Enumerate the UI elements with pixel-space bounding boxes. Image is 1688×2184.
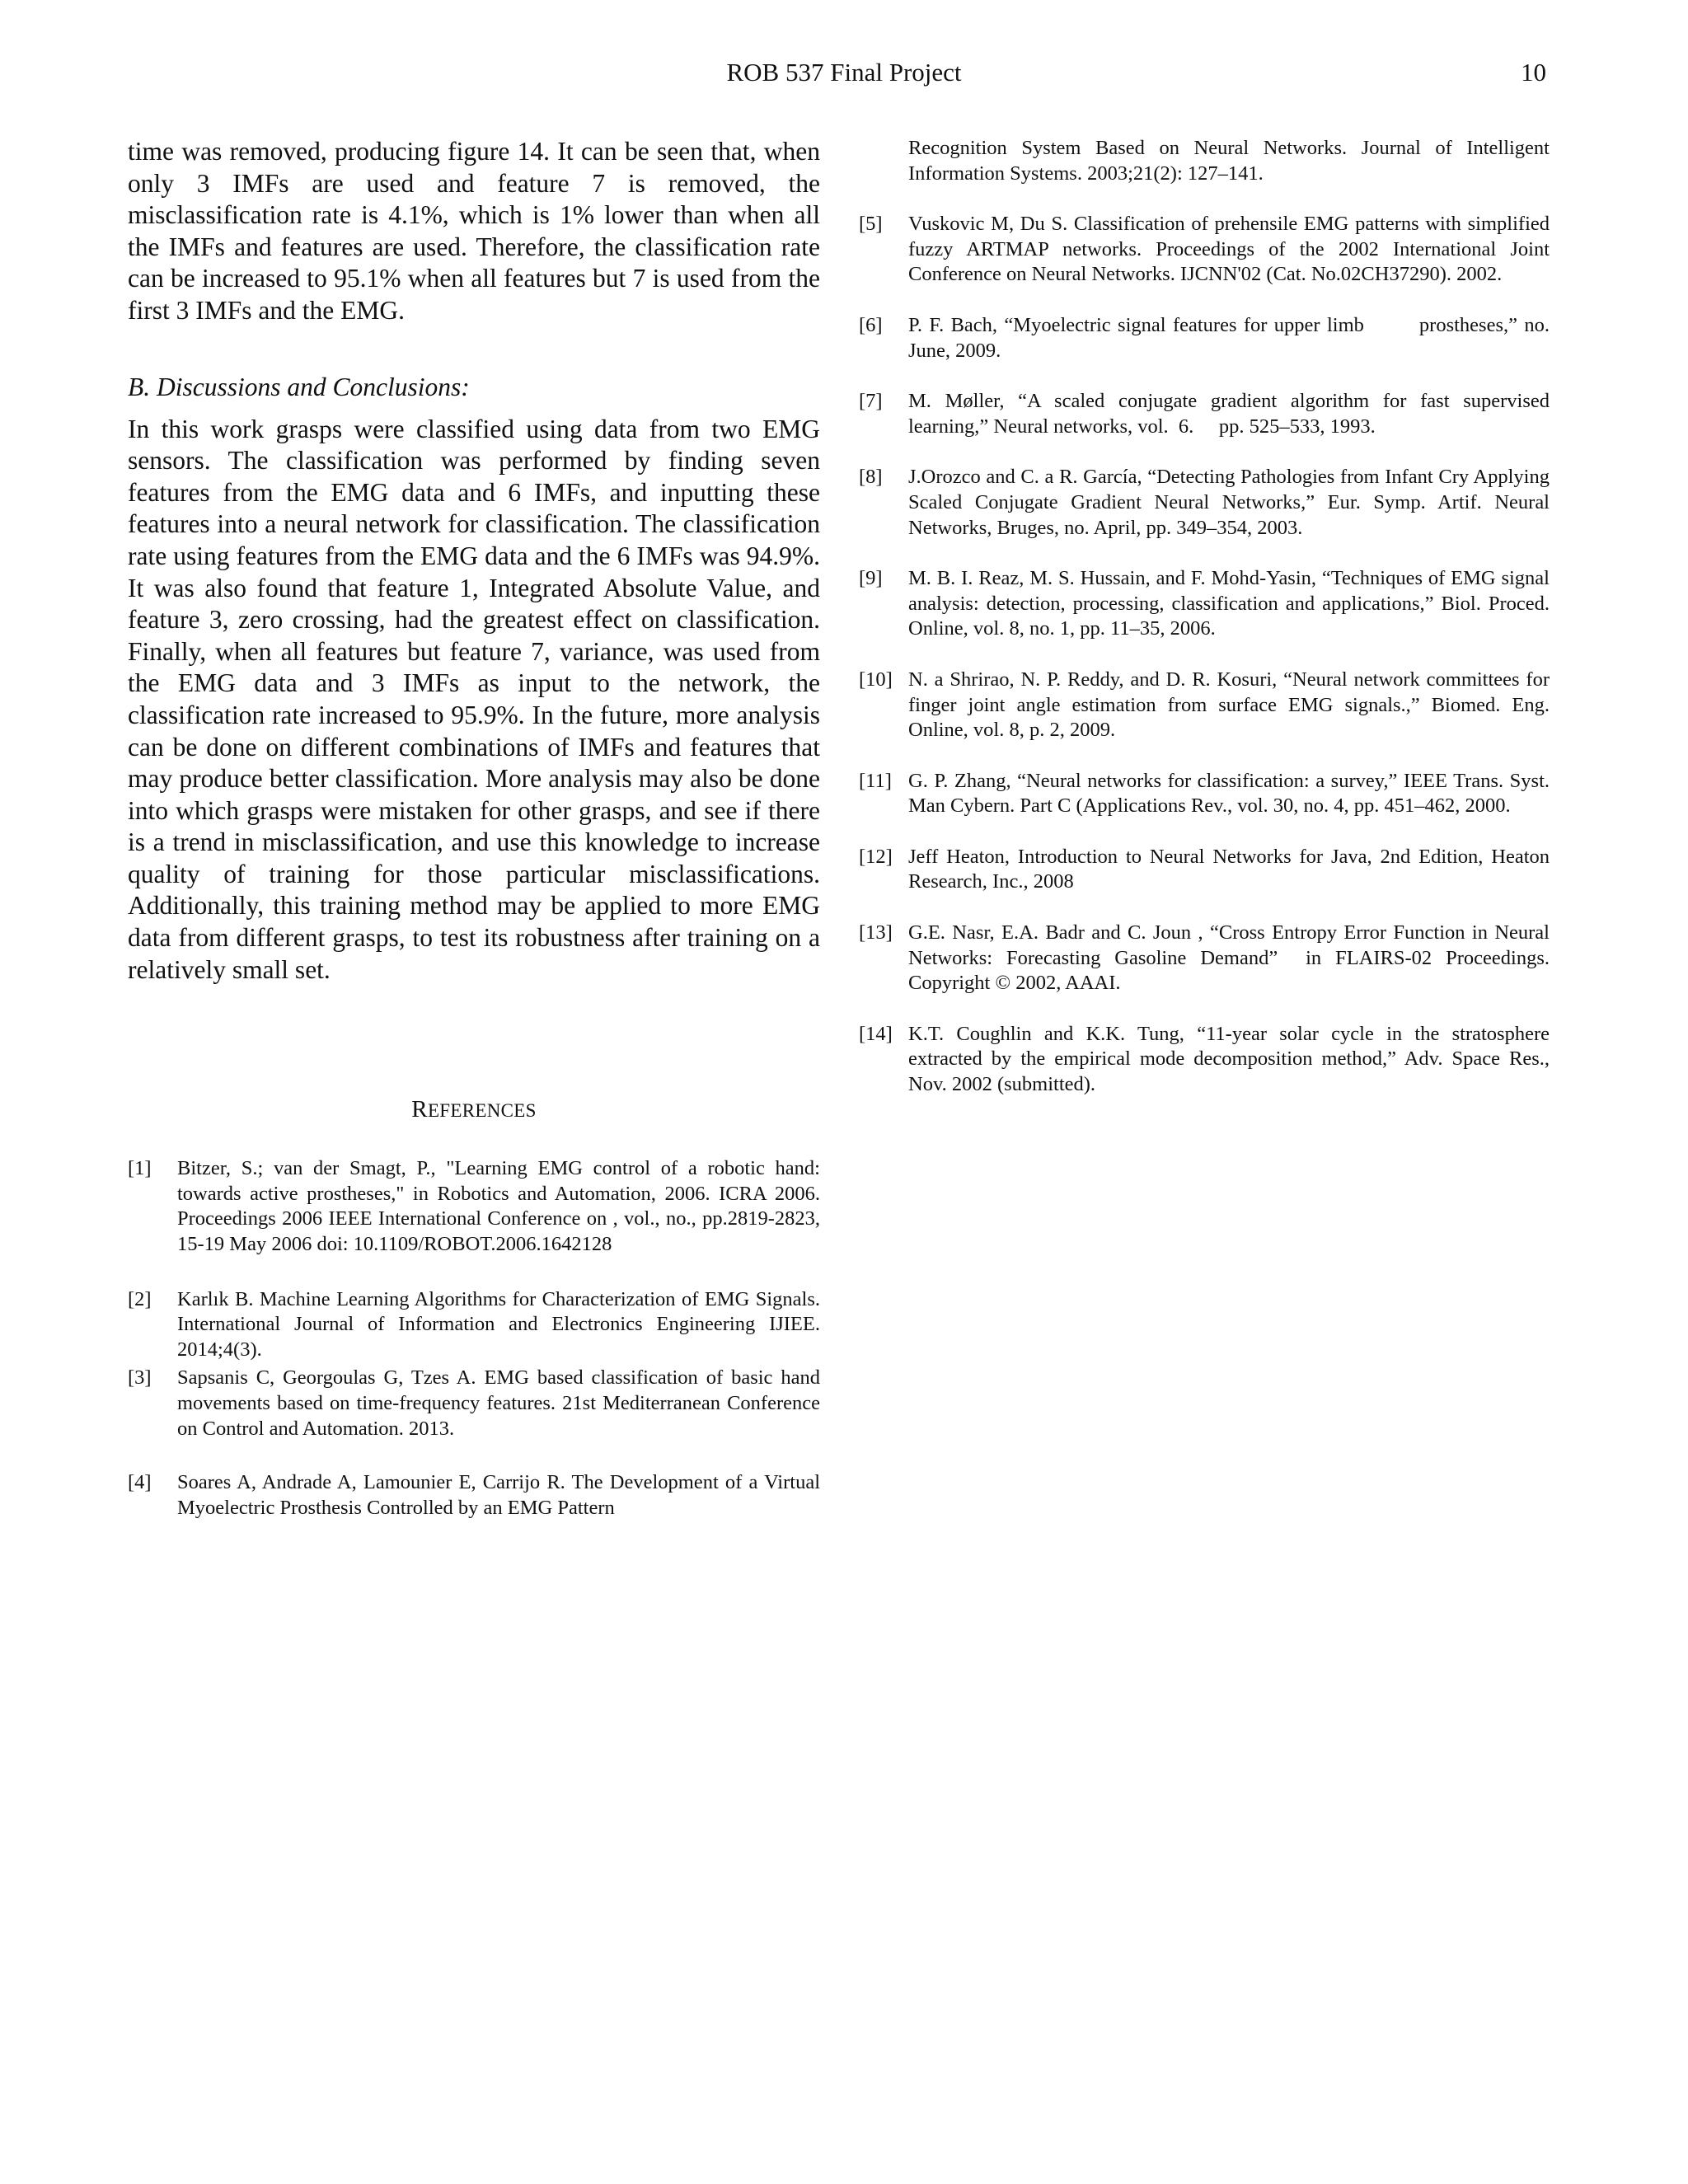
reference-item: [859, 1022, 1550, 1098]
reference-text: Bitzer, S.; van der Smagt, P., "Learning EMG control of a robotic hand: towards active prostheses," in Robotics and Automation, 2006. ICRA 2006. Proceedings 2006 IEEE International Conference on , vol., no., pp.2819-2823, 15-19 May 2006 doi: 10.1109/ROBOT.2006.1642128: [177, 1157, 820, 1256]
reference-number: [7]: [859, 390, 883, 413]
reference-continuation: [859, 136, 1550, 186]
reference-item: [859, 389, 1555, 439]
reference-text: Sapsanis C, Georgoulas G, Tzes A. EMG based classification of basic hand movements based on time-frequency features. 21st Mediterranean Conference on Control and Automation. 2013.: [177, 1366, 820, 1440]
reference-item: [859, 566, 1550, 642]
reference-number: [4]: [128, 1471, 152, 1494]
reference-number: [10]: [859, 668, 893, 691]
reference-number: [8]: [859, 466, 883, 489]
reference-item: [859, 845, 1550, 895]
reference-number: [12]: [859, 845, 893, 868]
reference-text: G. P. Zhang, “Neural networks for classification: a survey,” IEEE Trans. Syst. Man Cybern. Part C (Applications Rev., vol. 30, no. 4, pp. 451–462, 2000.: [908, 769, 1550, 818]
left-column: [128, 136, 820, 1521]
results-paragraph: time was removed, producing figure 14. It can be seen that, when only 3 IMFs are used and feature 7 is removed, the misclassification rate is 4.1%, which is 1% lower than when all the IMFs and features are used. Therefore, the classification rate can be increased to 95.1% when all features but 7 is used from the first 3 IMFs and the EMG.: [128, 137, 820, 325]
reference-item: [128, 1156, 820, 1257]
reference-number: [11]: [859, 769, 892, 792]
reference-text: J.Orozco and C. a R. García, “Detecting Pathologies from Infant Cry Applying Scaled Conjugate Gradient Neural Networks,” Eur. Symp. Artif. Neural Networks, Bruges, no. April, pp. 349–354, 2003.: [908, 466, 1550, 539]
reference-number: [5]: [859, 213, 883, 236]
reference-text: Vuskovic M, Du S. Classification of prehensile EMG patterns with simplified fuzzy ARTMAP networks. Proceedings of the 2002 International Joint Conference on Neural Networks. IJCNN'02 (Cat. No.02CH37290). 2002.: [908, 213, 1550, 286]
reference-item: [859, 313, 1555, 363]
reference-text: P. F. Bach, “Myoelectric signal features for upper limb prostheses,” no. June, 2009.: [908, 313, 1555, 362]
reference-item: [859, 212, 1550, 288]
reference-number: [6]: [859, 313, 883, 336]
reference-item: [859, 921, 1555, 996]
conclusions-paragraph: In this work grasps were classified using data from two EMG sensors. The classification was performed by finding seven features from the EMG data and 6 IMFs, and inputting these features into a neural network for classification. The classification rate using features from the EMG data and the 6 IMFs was 94.9%. It was also found that feature 1, Integrated Absolute Value, and feature 3, zero crossing, had the greatest effect on classification. Finally, when all features but feature 7, variance, was used from the EMG data and 3 IMFs as input to the network, the classification rate increased to 95.9%. In the future, more analysis can be done on different combinations of IMFs and features that may produce better classification. More analysis may also be done into which grasps were mistaken for other grasps, and see if there is a trend in misclassification, and use this knowledge to increase quality of training for those particular misclassifications. Additionally, this training method may be applied to more EMG data from different grasps, to test its robustness after training on a relatively small set.: [128, 414, 820, 984]
reference-text: G.E. Nasr, E.A. Badr and C. Joun , “Cross Entropy Error Function in Neural Networks: Forecasting Gasoline Demand” in FLAIRS-02 Proceedings. Copyright © 2002, AAAI.: [908, 921, 1555, 995]
references-heading: [128, 1096, 820, 1123]
reference-text: Jeff Heaton, Introduction to Neural Networks for Java, 2nd Edition, Heaton Research, Inc., 2008: [908, 845, 1550, 893]
reference-item: [128, 1366, 820, 1441]
right-column: [859, 136, 1555, 1098]
reference-item: [859, 668, 1550, 743]
reference-number: [1]: [128, 1157, 152, 1180]
reference-number: [14]: [859, 1022, 893, 1045]
reference-text: Soares A, Andrade A, Lamounier E, Carrijo R. The Development of a Virtual Myoelectric Prosthesis Controlled by an EMG Pattern: [177, 1471, 820, 1519]
reference-text: N. a Shrirao, N. P. Reddy, and D. R. Kosuri, “Neural network committees for finger joint angle estimation from surface EMG signals.,” Biomed. Eng. Online, vol. 8, p. 2, 2009.: [908, 668, 1550, 742]
reference-item: [128, 1287, 820, 1363]
page-number: 10: [1521, 58, 1546, 87]
reference-text: Karlık B. Machine Learning Algorithms for Characterization of EMG Signals. International Journal of Information and Electronics Engineering IJIEE. 2014;4(3).: [177, 1287, 820, 1361]
reference-number: [2]: [128, 1287, 152, 1310]
section-heading: B. Discussions and Conclusions:: [128, 372, 470, 401]
reference-text: Recognition System Based on Neural Networks. Journal of Intelligent Information Systems. 2003;21(2): 127–141.: [908, 137, 1550, 185]
reference-item: [859, 769, 1550, 819]
reference-text: K.T. Coughlin and K.K. Tung, “11-year solar cycle in the stratosphere extracted by the empirical mode decomposition method,” Adv. Space Res., Nov. 2002 (submitted).: [908, 1022, 1550, 1096]
references-heading-rest: EFERENCES: [427, 1100, 537, 1122]
reference-number: [9]: [859, 567, 883, 590]
reference-text: M. B. I. Reaz, M. S. Hussain, and F. Mohd-Yasin, “Techniques of EMG signal analysis: detection, processing, classification and applications,” Biol. Proced. Online, vol. 8, no. 1, pp. 11–35, 2006.: [908, 567, 1550, 640]
references-heading-cap: R: [411, 1096, 428, 1123]
reference-number: [3]: [128, 1366, 152, 1390]
reference-item: [859, 465, 1550, 541]
reference-text: M. Møller, “A scaled conjugate gradient algorithm for fast supervised learning,” Neural networks, vol. 6. pp. 525–533, 1993.: [908, 390, 1555, 438]
reference-item: [128, 1470, 820, 1521]
reference-number: [13]: [859, 921, 893, 944]
running-header: ROB 537 Final Project: [726, 58, 962, 87]
